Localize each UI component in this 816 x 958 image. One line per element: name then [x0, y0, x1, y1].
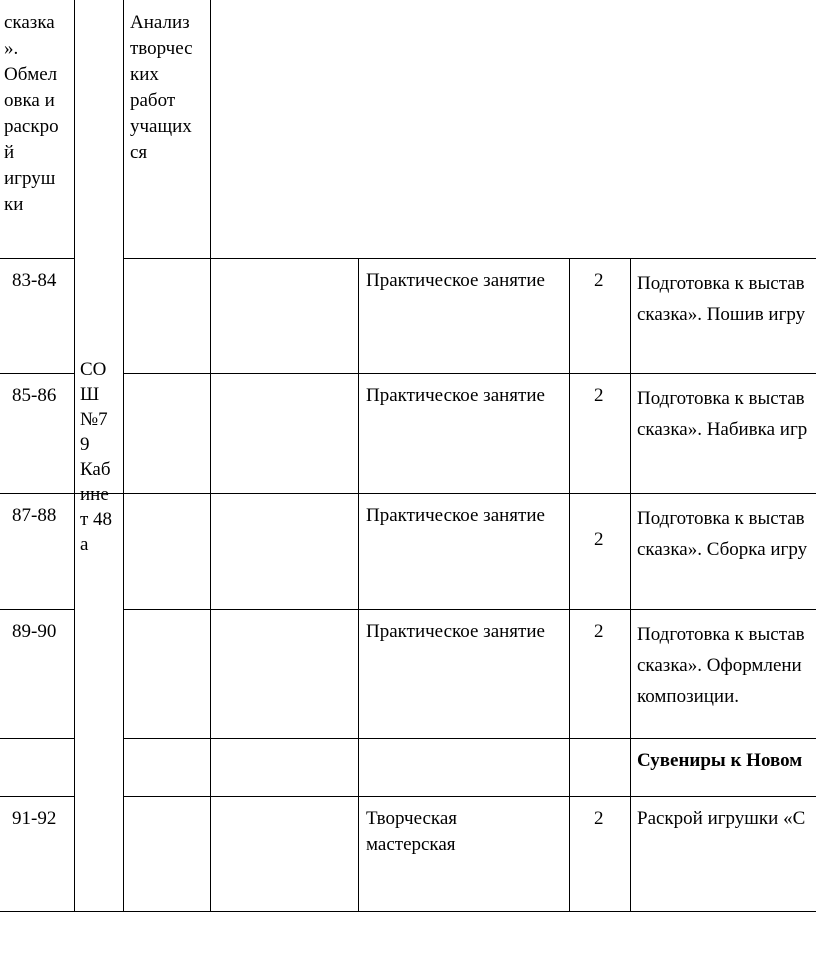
form-cell-continued: Анализ творчес ких работ учащих ся — [130, 12, 193, 163]
topic-cell: Раскрой игрушки «С — [637, 808, 806, 829]
location-cell: СО Ш №7 9 Каб ине т 48 а — [80, 359, 113, 555]
topic-cell: Подготовка к выстав сказка». Сборка игру — [637, 508, 808, 560]
topic-cell: Подготовка к выстав сказка». Оформлени композиции. — [637, 624, 805, 707]
activity-type: Практическое занятие — [366, 270, 545, 291]
grid-line — [123, 609, 816, 610]
hours-cell: 2 — [594, 270, 604, 291]
grid-line — [123, 373, 816, 374]
hours-cell: 2 — [594, 808, 604, 829]
grid-line — [0, 258, 74, 259]
grid-line — [0, 911, 816, 912]
grid-line — [123, 738, 816, 739]
activity-type: Практическое занятие — [366, 621, 545, 642]
grid-line — [0, 609, 74, 610]
grid-line — [123, 796, 816, 797]
topic-cell: Подготовка к выстав сказка». Набивка игр — [637, 388, 808, 440]
activity-type: Практическое занятие — [366, 385, 545, 406]
row-number: 91-92 — [12, 808, 57, 829]
topic-cell: Подготовка к выстав сказка». Пошив игру — [637, 273, 806, 325]
row-number: 83-84 — [12, 270, 57, 291]
hours-cell: 2 — [594, 621, 604, 642]
section-heading: Сувениры к Новом — [637, 750, 803, 771]
grid-line — [74, 0, 75, 912]
grid-line — [123, 258, 816, 259]
topic-cell-continued: сказка ». Обмел овка и раскро й игруш ки — [4, 12, 59, 215]
grid-line — [123, 0, 124, 912]
grid-line — [630, 258, 631, 912]
row-number: 85-86 — [12, 385, 57, 406]
grid-line — [569, 258, 570, 912]
grid-line — [0, 373, 74, 374]
grid-line — [0, 493, 816, 494]
grid-line — [0, 738, 74, 739]
row-number: 89-90 — [12, 621, 57, 642]
grid-line — [0, 796, 74, 797]
row-number: 87-88 — [12, 505, 57, 526]
grid-line — [358, 258, 359, 912]
activity-type: Творческая мастерская — [366, 808, 458, 855]
grid-line — [210, 0, 211, 912]
activity-type: Практическое занятие — [366, 505, 545, 526]
hours-cell: 2 — [594, 529, 604, 550]
hours-cell: 2 — [594, 385, 604, 406]
